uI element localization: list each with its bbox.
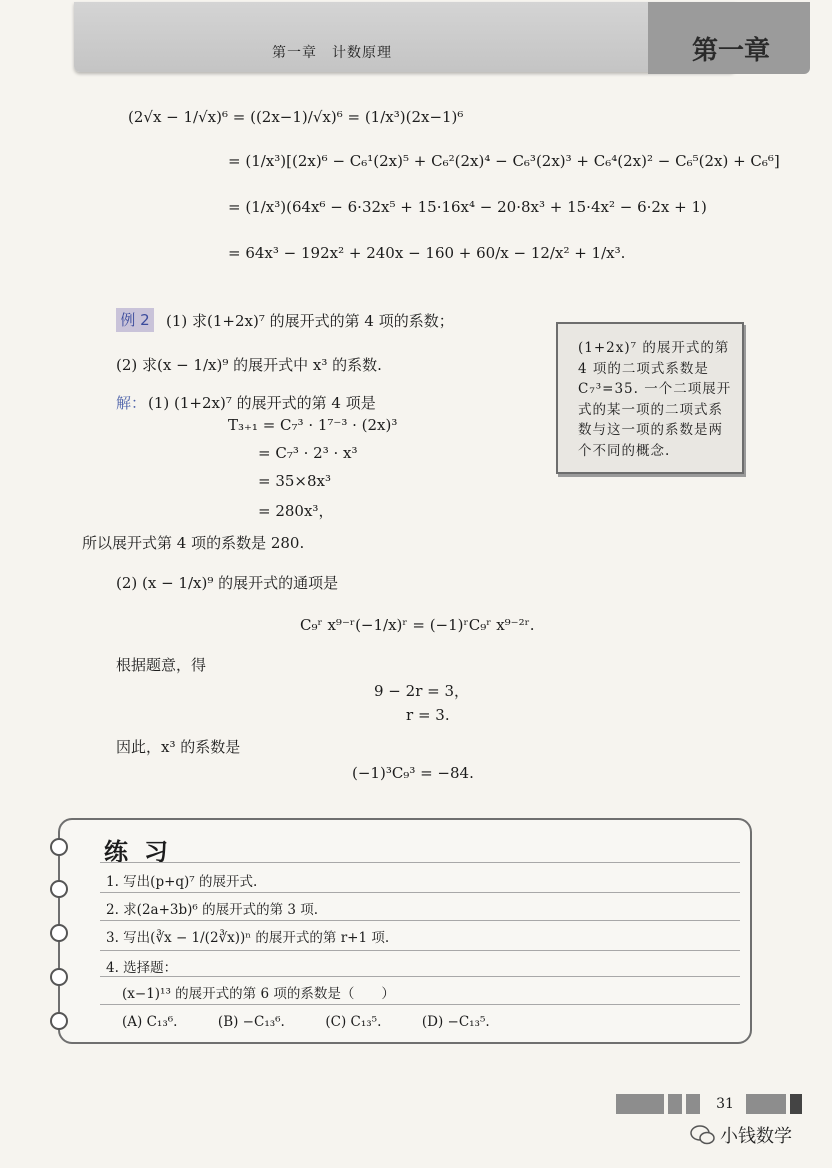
solution-step-4: = 280x³， bbox=[258, 502, 334, 520]
rule-line bbox=[100, 892, 740, 893]
practice-title: 练习 bbox=[104, 838, 184, 866]
practice-item-3: 3. 写出(∛x − 1/(2∛x))ⁿ 的展开式的第 r+1 项. bbox=[106, 930, 390, 946]
expansion-line-2: = (1/x³)[(2x)⁶ − C₆¹(2x)⁵ + C₆²(2x)⁴ − C₆³(2x)³ + C₆⁴(2x)² − C₆⁵(2x) + C₆⁶] bbox=[228, 152, 780, 170]
by-condition: 根据题意，得 bbox=[116, 656, 207, 674]
solution-label: 解： bbox=[116, 394, 147, 412]
chapter-badge bbox=[648, 2, 810, 74]
side-note-text: (1+2x)⁷ 的展开式的第 4 项的二项式系数是 C₇³=35. 一个二项展开式的某一项的二项式系数与这一项的系数是两个不同的概念. bbox=[578, 340, 732, 459]
footer-bar bbox=[790, 1094, 802, 1114]
binder-ring-icon bbox=[50, 880, 68, 898]
equation-1: 9 − 2r = 3， bbox=[374, 682, 470, 700]
chat-bubble-icon bbox=[690, 1124, 716, 1146]
expansion-line-4: = 64x³ − 192x² + 240x − 160 + 60/x − 12/x² + 1/x³. bbox=[228, 244, 626, 262]
watermark-text: 小钱数学 bbox=[720, 1126, 792, 1147]
example-label: 例 2 bbox=[116, 308, 154, 332]
practice-box bbox=[58, 818, 752, 1044]
binder-ring-icon bbox=[50, 838, 68, 856]
rule-line bbox=[100, 1004, 740, 1005]
expansion-line-3: = (1/x³)(64x⁶ − 6·32x⁵ + 15·16x⁴ − 20·8x³ + 15·4x² − 6·2x + 1) bbox=[228, 198, 707, 216]
side-note bbox=[556, 322, 744, 474]
solution-step-2: = C₇³ · 2³ · x³ bbox=[258, 444, 358, 462]
rule-line bbox=[100, 862, 740, 863]
final-answer: (−1)³C₉³ = −84. bbox=[352, 764, 474, 782]
therefore-text: 因此，x³ 的系数是 bbox=[116, 738, 241, 756]
chapter-title: 第一章 计数原理 bbox=[272, 45, 392, 61]
page-number: 31 bbox=[708, 1094, 742, 1114]
practice-item-4-options: (A) C₁₃⁶. (B) −C₁₃⁶. (C) C₁₃⁵. (D) −C₁₃⁵. bbox=[122, 1014, 490, 1030]
practice-item-1: 1. 写出(p+q)⁷ 的展开式. bbox=[106, 874, 258, 890]
footer-bar bbox=[686, 1094, 700, 1114]
solution-step-1: T₃₊₁ = C₇³ · 1⁷⁻³ · (2x)³ bbox=[228, 416, 398, 434]
rule-line bbox=[100, 920, 740, 921]
solution-part-1: (1) (1+2x)⁷ 的展开式的第 4 项是 bbox=[148, 394, 376, 412]
practice-item-4-question: (x−1)¹³ 的展开式的第 6 项的系数是（ ） bbox=[122, 986, 395, 1002]
chapter-badge-label: 第一章 bbox=[692, 36, 771, 66]
expansion-line-1: (2√x − 1/√x)⁶ = ((2x−1)/√x)⁶ = (1/x³)(2x−1)⁶ bbox=[128, 108, 464, 126]
equation-2: r = 3. bbox=[406, 706, 450, 724]
solution-step-3: = 35×8x³ bbox=[258, 472, 332, 490]
rule-line bbox=[100, 976, 740, 977]
page-header bbox=[74, 2, 771, 72]
conclusion-1: 所以展开式第 4 项的系数是 280. bbox=[82, 534, 305, 552]
binder-ring-icon bbox=[50, 1012, 68, 1030]
general-term: C₉ʳ x⁹⁻ʳ(−1/x)ʳ = (−1)ʳC₉ʳ x⁹⁻²ʳ. bbox=[300, 616, 535, 634]
rule-line bbox=[100, 950, 740, 951]
solution-part-2: (2) (x − 1/x)⁹ 的展开式的通项是 bbox=[116, 574, 339, 592]
practice-item-2: 2. 求(2a+3b)⁶ 的展开式的第 3 项. bbox=[106, 902, 319, 918]
practice-item-4: 4. 选择题： bbox=[106, 960, 178, 976]
example-question-2: (2) 求(x − 1/x)⁹ 的展开式中 x³ 的系数. bbox=[116, 356, 382, 374]
binder-ring-icon bbox=[50, 924, 68, 942]
footer-bar bbox=[616, 1094, 664, 1114]
binder-ring-icon bbox=[50, 968, 68, 986]
footer-bar bbox=[668, 1094, 682, 1114]
footer-bar bbox=[746, 1094, 786, 1114]
example-question-1: (1) 求(1+2x)⁷ 的展开式的第 4 项的系数； bbox=[166, 312, 454, 330]
